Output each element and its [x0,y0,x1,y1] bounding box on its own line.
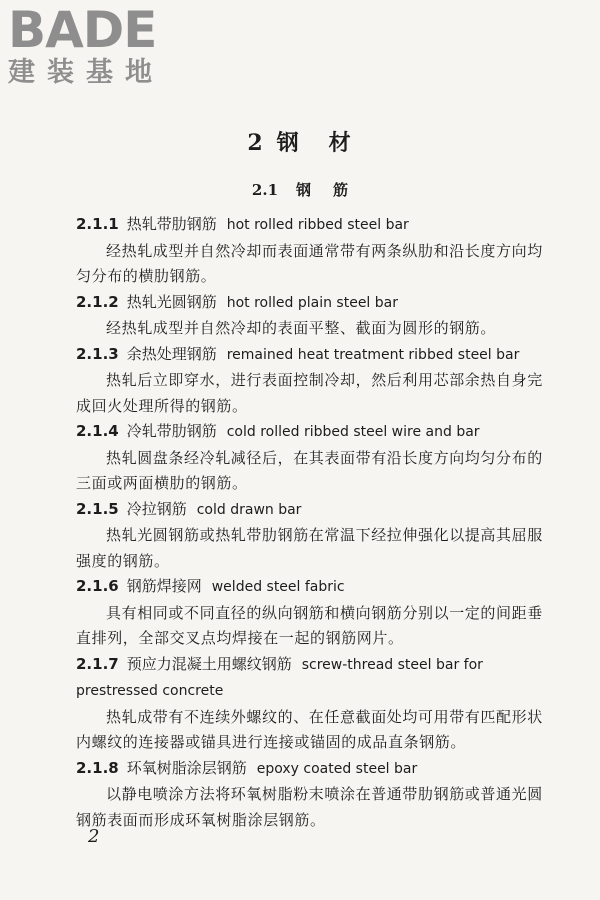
term-entry [76,290,552,342]
term-heading [76,212,552,239]
term-english: welded steel fabric [211,579,345,595]
term-number: 2.1.8 [76,758,119,777]
term-description: 热轧圆盘条经冷轧减径后，在其表面带有沿长度方向均匀分布的三面或两面横肋的钢筋。 [76,448,543,492]
term-description: 以静电喷涂方法将环氧树脂粉末喷涂在普通带肋钢筋或普通光圆钢筋表面而形成环氧树脂涂层钢筋。 [76,785,543,829]
term-chinese: 钢筋焊接网 [126,577,202,595]
bade-logo [8,1,183,89]
term-heading [76,574,552,601]
term-english: screw-thread steel bar for prestressed concrete [76,656,483,699]
term-entry [76,419,552,497]
term-english: hot rolled plain steel bar [226,294,398,311]
term-heading [76,290,552,317]
term-description: 热轧光圆钢筋或热轧带肋钢筋在常温下经拉伸强化以提高其屈服强度的钢筋。 [76,526,543,570]
term-description: 具有相同或不同直径的纵向钢筋和横向钢筋分别以一定的间距垂直排列，全部交叉点均焊接在一起的钢筋网片。 [76,603,543,647]
page-number: 2 [88,826,100,847]
term-heading [76,342,552,369]
term-description: 经热轧成型并自然冷却而表面通常带有两条纵肋和沿长度方向均匀分布的横肋钢筋。 [76,241,543,285]
term-entry [76,574,552,652]
terms-list [76,212,552,833]
section-title [0,179,600,200]
term-chinese: 热轧光圆钢筋 [126,292,217,311]
logo-subtitle: 建装基地 [8,57,164,88]
term-chinese: 余热处理钢筋 [126,344,217,363]
term-chinese: 冷轧带肋钢筋 [126,422,217,440]
term-number: 2.1.5 [76,499,119,518]
chapter-title-part2: 材 [328,130,353,156]
term-number: 2.1.7 [76,654,119,673]
term-english: cold drawn bar [196,501,302,518]
term-number: 2.1.3 [76,344,119,363]
term-entry [76,652,552,756]
section-title-part1: 钢 [296,181,312,199]
section-number: 2.1 [251,181,279,199]
term-description: 经热轧成型并自然冷却的表面平整、截面为圆形的钢筋。 [106,319,497,337]
term-entry [76,497,552,575]
term-chinese: 热轧带肋钢筋 [126,215,217,233]
term-chinese: 冷拉钢筋 [126,499,187,518]
chapter-number: 2 [247,130,265,156]
section-title-part2: 筋 [333,181,349,199]
term-heading [76,652,552,705]
term-number: 2.1.2 [76,292,119,311]
term-english: epoxy coated steel bar [256,760,418,777]
term-heading [76,419,552,446]
term-heading [76,497,552,524]
term-chinese: 环氧树脂涂层钢筋 [126,758,247,777]
term-english: hot rolled ribbed steel bar [226,217,409,233]
term-entry [76,756,552,834]
logo-wordmark: BADE [8,1,157,59]
term-entry [76,212,552,290]
term-english: remained heat treatment ribbed steel bar [226,346,520,363]
term-english: cold rolled ribbed steel wire and bar [226,424,480,440]
term-chinese: 预应力混凝土用螺纹钢筋 [126,654,292,673]
term-number: 2.1.1 [76,215,119,233]
term-number: 2.1.4 [76,422,119,440]
term-number: 2.1.6 [76,577,119,595]
chapter-title-part1: 钢 [276,130,301,156]
chapter-title [0,126,600,157]
term-description: 热轧成带有不连续外螺纹的、在任意截面处均可用带有匹配形状内螺纹的连接器或锚具进行连接或锚固的成品直条钢筋。 [76,707,543,751]
term-entry [76,342,552,420]
term-description: 热轧后立即穿水，进行表面控制冷却，然后利用芯部余热自身完成回火处理所得的钢筋。 [76,371,543,415]
term-heading [76,756,552,783]
